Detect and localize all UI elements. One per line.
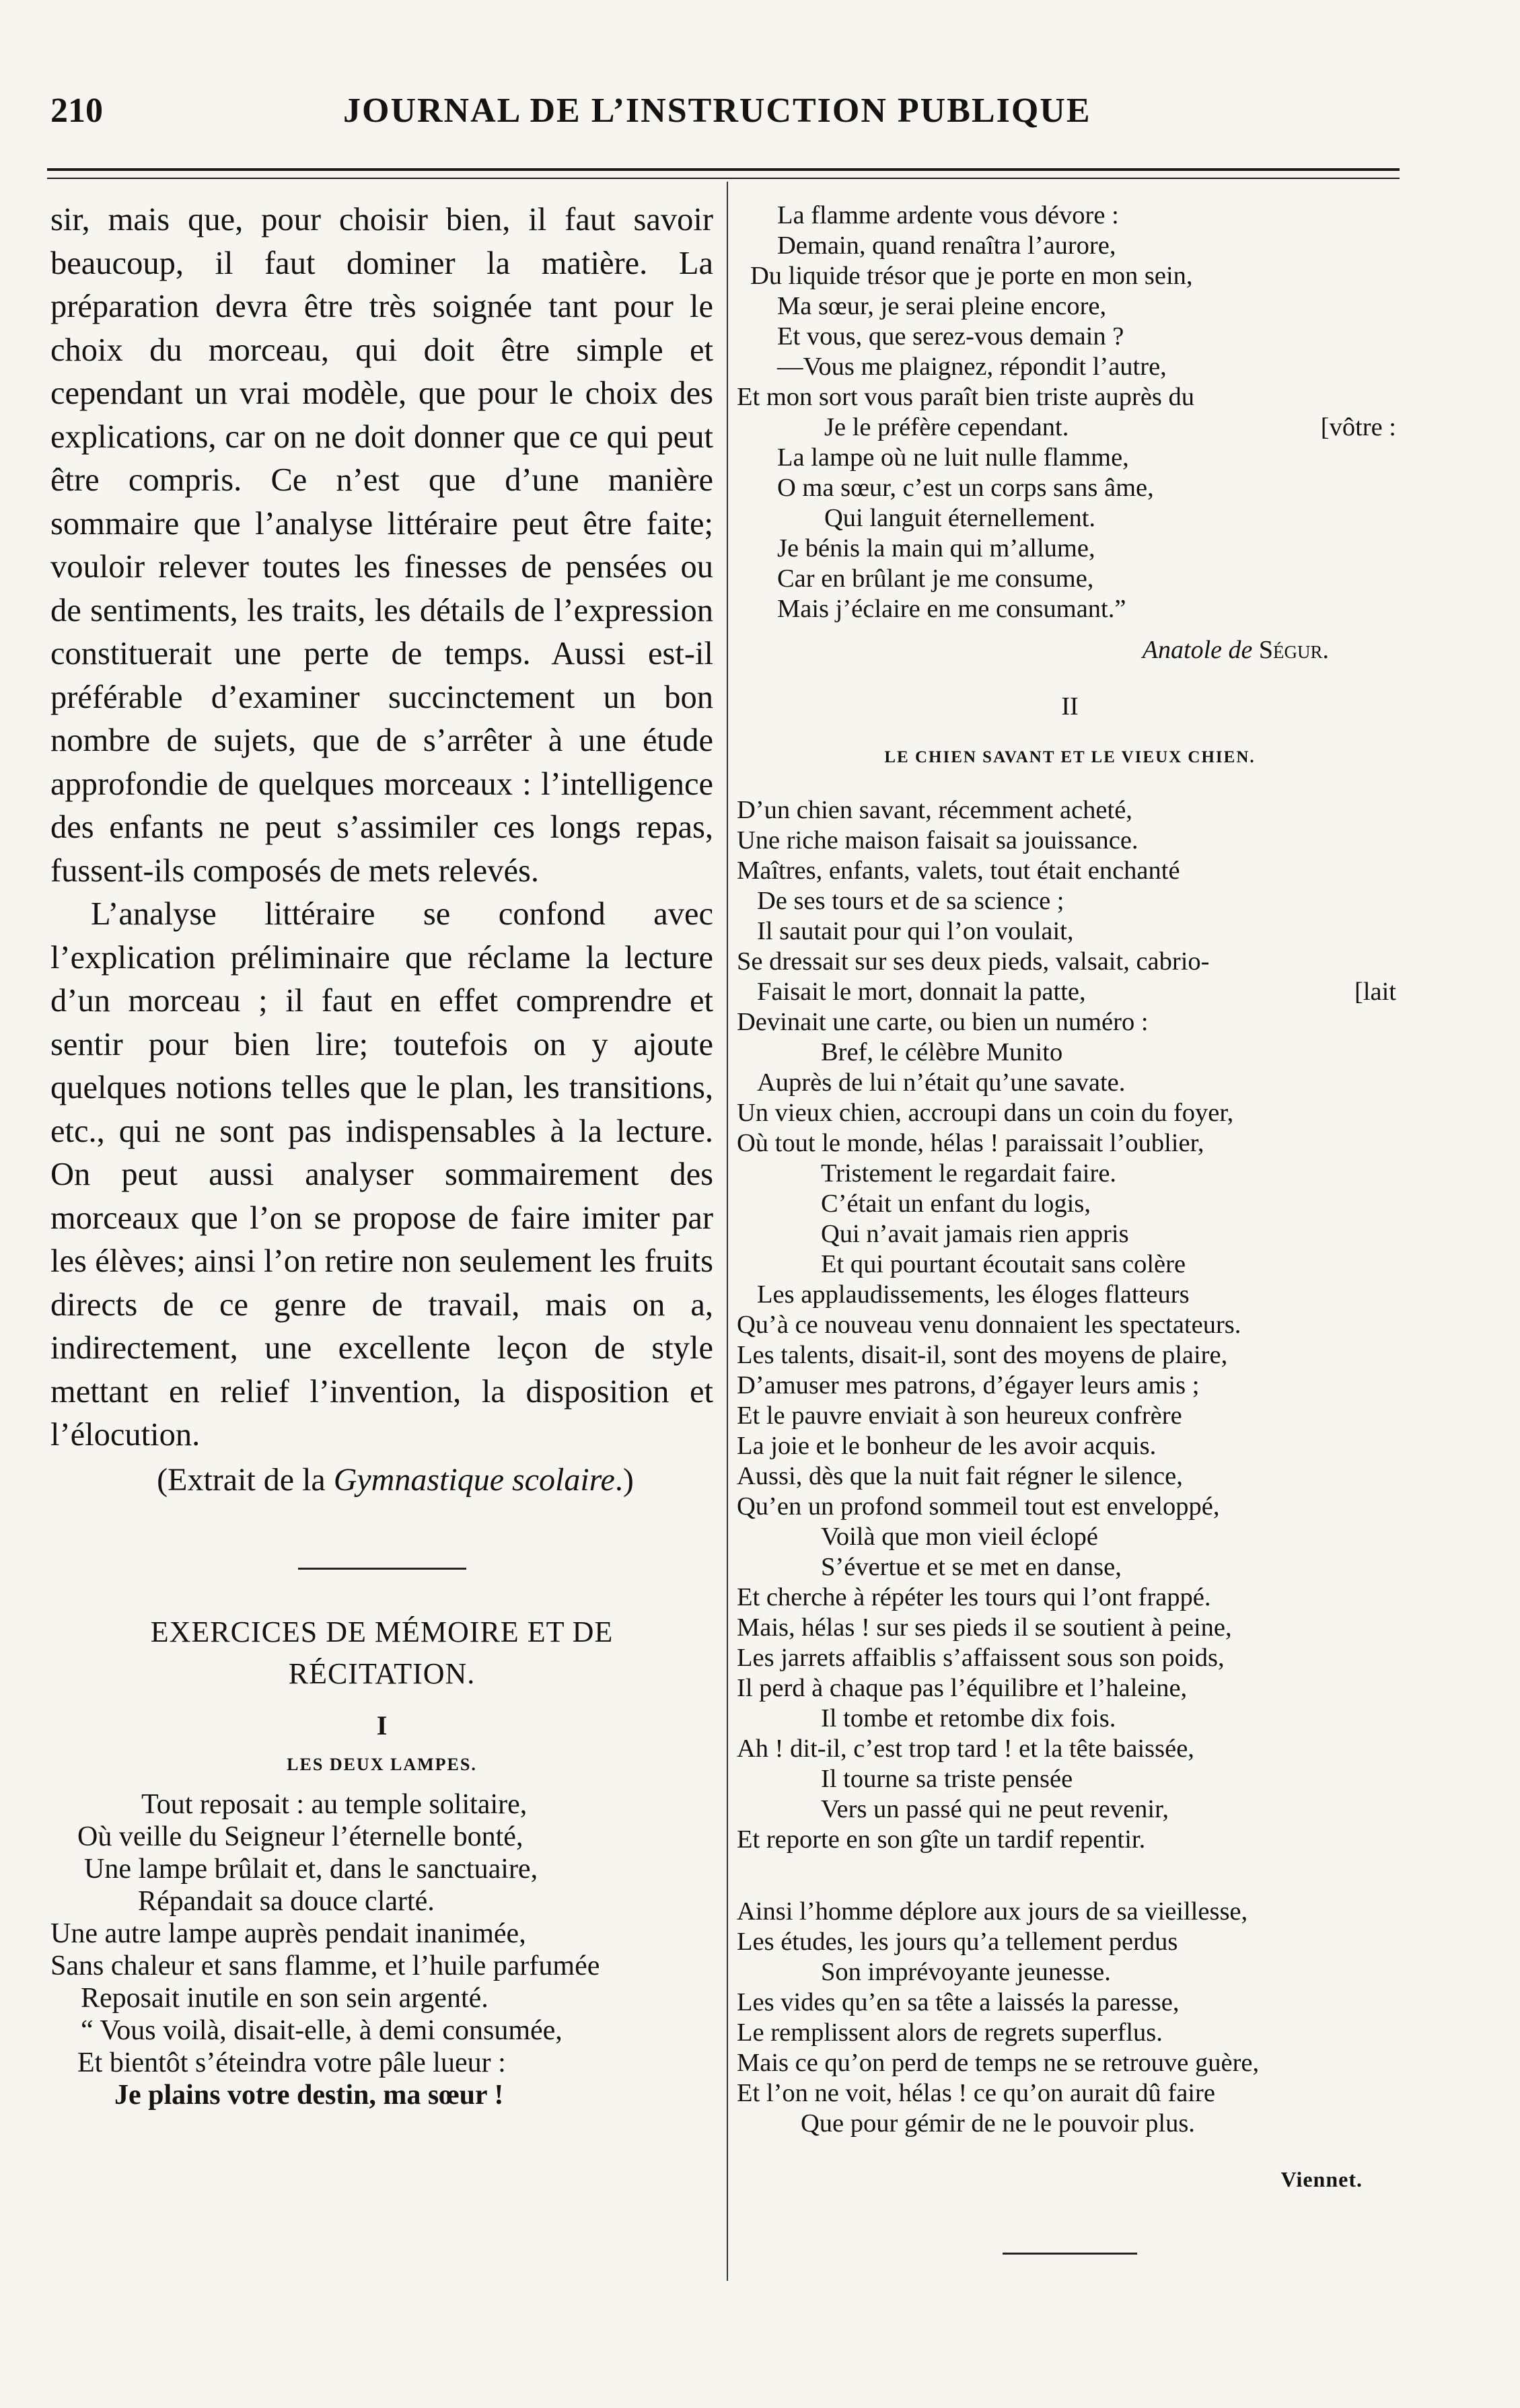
poem-line: O ma sœur, c’est un corps sans âme, [777, 474, 1154, 502]
poem-line: Et mon sort vous paraît bien triste auprès du [737, 383, 1195, 411]
poem-line: Se dressait sur ses deux pieds, valsait, cabrio- [737, 947, 1210, 976]
poem-line: D’amuser mes patrons, d’égayer leurs amis ; [737, 1371, 1200, 1399]
poem-line: La joie et le bonheur de les avoir acquis. [737, 1432, 1157, 1460]
poem-line: Un vieux chien, accroupi dans un coin du foyer, [737, 1099, 1234, 1127]
poem-line: Sans chaleur et sans flamme, et l’huile parfumée [50, 1950, 600, 1981]
poem-author: Viennet. [1280, 2167, 1363, 2191]
poem-line: Voilà que mon vieil éclopé [821, 1523, 1098, 1551]
section-separator [298, 1568, 466, 1570]
poem-line: Car en brûlant je me consume, [777, 564, 1094, 593]
poem-line: Où veille du Seigneur l’éternelle bonté, [77, 1821, 523, 1852]
source-suffix: .) [614, 1461, 634, 1498]
poem-line-row [737, 412, 1403, 443]
poem-author [737, 635, 1403, 665]
page-number: 210 [50, 92, 103, 130]
right-column [737, 200, 1403, 2255]
poem-line: Les études, les jours qu’a tellement perdus [737, 1928, 1178, 1956]
poem-line: Et le pauvre enviait à son heureux confrère [737, 1401, 1182, 1430]
poem-line: Il tombe et retombe dix fois. [821, 1704, 1116, 1732]
header-rule-thin [47, 178, 1400, 179]
poem-line-overflow: [vôtre : [1320, 413, 1396, 441]
poem-line: Mais ce qu’on perd de temps ne se retrouve guère, [737, 2049, 1260, 2077]
prose-text [50, 198, 713, 1457]
poem-line: Qu’en un profond sommeil tout est enveloppé, [737, 1492, 1220, 1521]
poem-line: “ Vous voilà, disait-elle, à demi consumée, [81, 2014, 563, 2046]
poem-line: Et reporte en son gîte un tardif repentir. [737, 1825, 1146, 1854]
poem-line: Son imprévoyante jeunesse. [821, 1958, 1111, 1986]
author-last: Ségur. [1258, 636, 1329, 664]
section-title [50, 1611, 713, 1695]
poem-line: La flamme ardente vous dévore : [777, 201, 1119, 229]
poem-line: —Vous me plaignez, répondit l’autre, [777, 353, 1167, 381]
source-citation [50, 1459, 713, 1502]
poem-line: Reposait inutile en son sein argenté. [81, 1982, 488, 2014]
poem-numeral: I [376, 1710, 388, 1741]
poem-line: Tristement le regardait faire. [821, 1159, 1117, 1188]
poem-line: Bref, le célèbre Munito [821, 1038, 1063, 1066]
poem-line: Il perd à chaque pas l’équilibre et l’haleine, [737, 1674, 1188, 1702]
author-first: Anatole de [1142, 636, 1253, 664]
poem-line: Une autre lampe auprès pendait inanimée, [50, 1918, 526, 1949]
source-title: Gymnastique scolaire [333, 1461, 615, 1498]
section-title-line: EXERCICES DE MÉMOIRE ET DE [150, 1615, 614, 1648]
poem-line: Vers un passé qui ne peut revenir, [821, 1795, 1169, 1823]
poem-line: Ainsi l’homme déplore aux jours de sa vieillesse, [737, 1897, 1248, 1926]
poem-lines [737, 795, 1403, 2139]
poem-line-overflow: [lait [1354, 978, 1396, 1006]
poem-line: Mais, hélas ! sur ses pieds il se soutient à peine, [737, 1613, 1232, 1642]
poem-line: Qui n’avait jamais rien appris [821, 1220, 1129, 1248]
column-divider [727, 182, 728, 2281]
poem-line: Et vous, que serez-vous demain ? [777, 322, 1124, 351]
poem-line: Du liquide trésor que je porte en mon sein, [750, 262, 1193, 290]
poem-line: Ah ! dit-il, c’est trop tard ! et la tête baissée, [737, 1735, 1194, 1763]
poem-lines [50, 1788, 713, 2111]
poem-line: C’était un enfant du logis, [821, 1190, 1091, 1218]
poem-line: Les jarrets affaiblis s’affaissent sous son poids, [737, 1644, 1225, 1672]
poem-line: Faisait le mort, donnait la patte, [757, 978, 1086, 1006]
paragraph: sir, mais que, pour choisir bien, il faut savoir beaucoup, il faut dominer la matière. La préparation devra être très soignée tant pour le choix du morceau, qui doit être simple et cependant un vrai modèle, que pour le choix des explications, car on ne doit donner que ce qui peut être compris. Ce n’est que d’une manière sommaire que l’analyse littéraire peut être faite; vouloir relever toutes les finesses de pensées ou de sentiments, les traits, les détails de l’expression constituerait une perte de temps. Aussi est-il préférable d’examiner succinctement un bon nombre de sujets, que de s’arrêter à une étude approfondie de quelques morceaux : l’intelligence des enfants ne peut s’assimiler ces longs repas, fussent-ils composés de mets relevés. [50, 202, 713, 889]
header-rule [47, 168, 1400, 171]
poem-line: Tout reposait : au temple solitaire, [141, 1788, 528, 1820]
journal-title: JOURNAL DE L’INSTRUCTION PUBLIQUE [343, 92, 1091, 130]
poem-line: Auprès de lui n’était qu’une savate. [757, 1068, 1126, 1097]
poem-line: S’évertue et se met en danse, [821, 1553, 1122, 1581]
poem-line: Aussi, dès que la nuit fait régner le silence, [737, 1462, 1183, 1490]
left-column [50, 198, 713, 2111]
poem-line: Il tourne sa triste pensée [821, 1765, 1073, 1793]
poem-line: Devinait une carte, ou bien un numéro : [737, 1008, 1149, 1036]
end-separator [1003, 2253, 1137, 2255]
poem-line: D’un chien savant, récemment acheté, [737, 796, 1132, 824]
stanza-gap [737, 1855, 1403, 1897]
poem-line-row [737, 977, 1403, 1007]
poem-title: LES DEUX LAMPES. [287, 1754, 477, 1774]
section-title-line: RÉCITATION. [288, 1656, 476, 1690]
poem-line: Ma sœur, je serai pleine encore, [777, 292, 1107, 320]
poem-line: Il sautait pour qui l’on voulait, [757, 917, 1074, 945]
poem-numeral: II [1061, 692, 1079, 721]
poem-line: Que pour gémir de ne le pouvoir plus. [801, 2109, 1195, 2138]
poem-line: Et bientôt s’éteindra votre pâle lueur : [77, 2047, 506, 2078]
poem-line: Et l’on ne voit, hélas ! ce qu’on aurait dû faire [737, 2079, 1215, 2107]
poem-line: La lampe où ne luit nulle flamme, [777, 443, 1129, 472]
poem-line: Une lampe brûlait et, dans le sanctuaire, [84, 1853, 538, 1885]
poem-line: Les talents, disait-il, sont des moyens de plaire, [737, 1341, 1228, 1369]
poem-title: LE CHIEN SAVANT ET LE VIEUX CHIEN. [884, 748, 1256, 766]
poem-continuation [737, 200, 1403, 624]
poem-line: Demain, quand renaîtra l’aurore, [777, 231, 1116, 260]
poem-line: Répandait sa douce clarté. [138, 1885, 435, 1917]
poem-line: Qu’à ce nouveau venu donnaient les spectateurs. [737, 1311, 1241, 1339]
poem-line: Et qui pourtant écoutait sans colère [821, 1250, 1186, 1278]
poem-line: Les vides qu’en sa tête a laissés la paresse, [737, 1988, 1180, 2016]
poem-line: Une riche maison faisait sa jouissance. [737, 826, 1138, 854]
page-header [50, 91, 1396, 145]
poem-line: Les applaudissements, les éloges flatteurs [757, 1280, 1190, 1309]
poem-line: Je plains votre destin, ma sœur ! [114, 2079, 504, 2111]
poem-line: Et cherche à répéter les tours qui l’ont frappé. [737, 1583, 1211, 1611]
poem-line: De ses tours et de sa science ; [757, 887, 1064, 915]
poem-line: Où tout le monde, hélas ! paraissait l’oublier, [737, 1129, 1204, 1157]
poem-line: Qui languit éternellement. [824, 504, 1096, 532]
poem-line: Je bénis la main qui m’allume, [777, 534, 1095, 562]
poem-line: Maîtres, enfants, valets, tout était enchanté [737, 856, 1180, 885]
source-prefix: (Extrait de la [157, 1461, 334, 1498]
poem-line: Mais j’éclaire en me consumant.” [777, 595, 1126, 623]
paragraph: L’analyse littéraire se confond avec l’explication préliminaire que réclame la lecture d’un morceau ; il faut en effet comprendre et sentir pour bien lire; toutefois on y ajoute quelques notions telles que le plan, les transitions, etc., qui ne sont pas indispensables à la lecture. On peut aussi analyser sommairement des morceaux que l’on se propose de faire imiter par les élèves; ainsi l’on retire non seulement les fruits directs de ce genre de travail, mais on a, indirectement, une excellente leçon de style mettant en relief l’invention, la disposition et l’élocution. [50, 896, 713, 1453]
poem-line: Je le préfère cependant. [824, 413, 1069, 441]
poem-line: Le remplissent alors de regrets superflus. [737, 2018, 1163, 2047]
